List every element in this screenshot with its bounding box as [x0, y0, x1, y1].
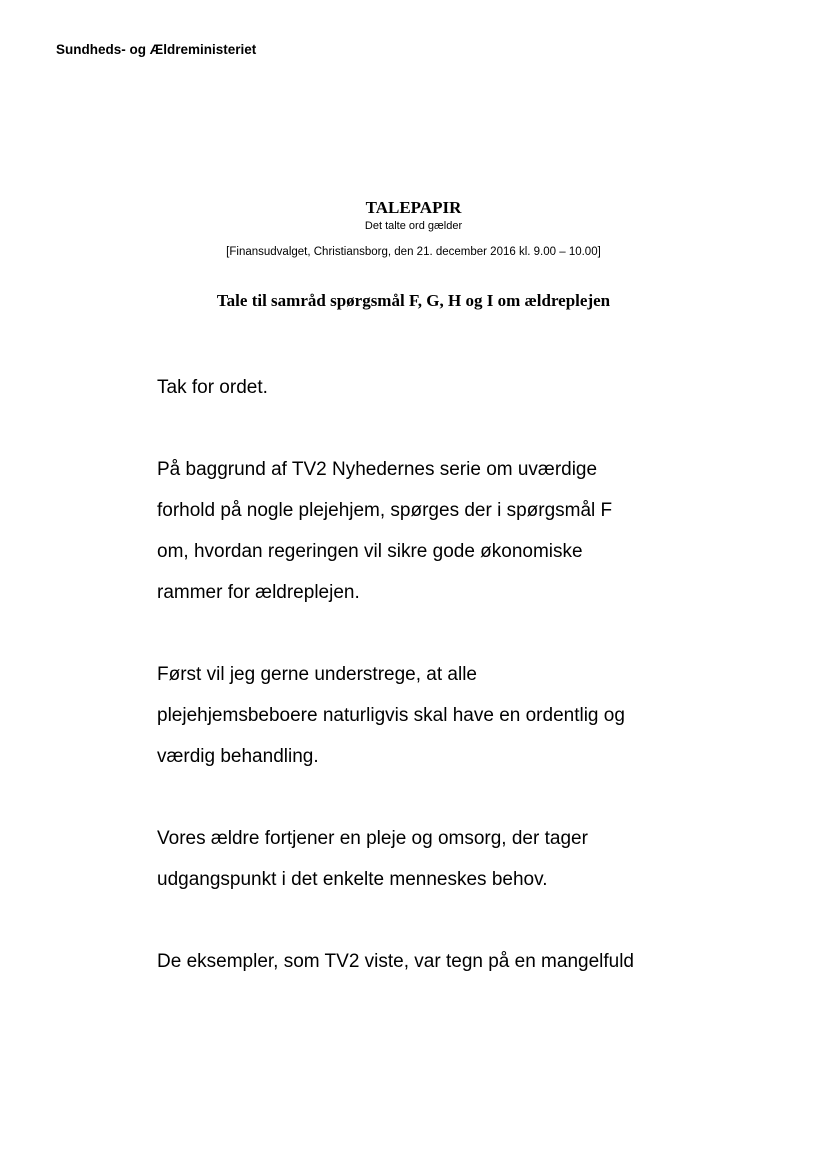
document-type-heading: TALEPAPIR — [365, 198, 462, 217]
speech-line: plejehjemsbeboere naturligvis skal have en ordentlig og — [157, 705, 625, 726]
speech-line: rammer for ældreplejen. — [157, 582, 360, 603]
speech-line: På baggrund af TV2 Nyhedernes serie om uværdige — [157, 459, 598, 480]
speech-paragraph-4 — [157, 818, 717, 900]
speech-paragraph-3 — [157, 654, 717, 777]
speech-line: om, hvordan regeringen vil sikre gode økonomiske — [157, 541, 583, 562]
speech-paragraph-2 — [157, 449, 717, 613]
speech-paragraph-5 — [157, 941, 717, 982]
speech-line: Tak for ordet. — [157, 377, 268, 398]
speech-line: Vores ældre fortjener en pleje og omsorg, der tager — [157, 828, 588, 849]
ministry-header: Sundheds- og Ældreministeriet — [56, 42, 257, 57]
meeting-details: [Finansudvalget, Christiansborg, den 21. december 2016 kl. 9.00 – 10.00] — [226, 246, 601, 258]
speech-title: Tale til samråd spørgsmål F, G, H og I om ældreplejen — [216, 291, 611, 310]
speech-line: forhold på nogle plejehjem, spørges der i spørgsmål F — [157, 500, 613, 521]
speech-line: De eksempler, som TV2 viste, var tegn på en mangelfuld — [157, 951, 635, 972]
speech-body — [157, 367, 717, 1023]
speech-line: udgangspunkt i det enkelte menneskes behov. — [157, 869, 548, 890]
speech-line: værdig behandling. — [157, 746, 319, 767]
document-subtitle: Det talte ord gælder — [364, 220, 463, 232]
speech-line: Først vil jeg gerne understrege, at alle — [157, 664, 477, 685]
speech-paragraph-1 — [157, 367, 717, 408]
